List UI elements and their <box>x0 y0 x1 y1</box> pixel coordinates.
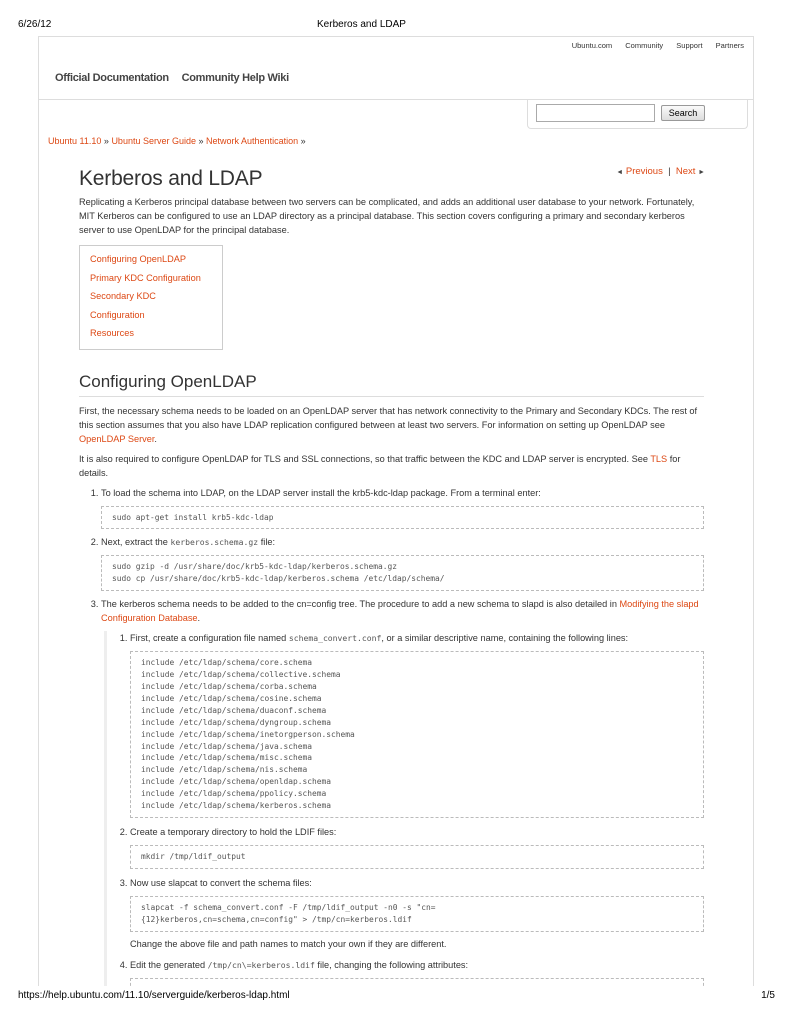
search-box <box>527 99 748 129</box>
section-paragraph <box>79 452 704 480</box>
table-of-contents <box>79 245 223 350</box>
note-text: Change the above file and path names to match your own if they are different. <box>130 938 447 949</box>
toc-configuring-openldap[interactable]: Configuring OpenLDAP <box>90 254 187 264</box>
previous-link[interactable]: Previous <box>625 166 663 177</box>
main-content <box>79 155 704 986</box>
paragraph-text: for details. <box>79 453 681 478</box>
breadcrumb-ubuntu-11-10[interactable]: Ubuntu 11.10 <box>48 136 102 146</box>
substeps <box>115 631 704 986</box>
step-text: Next, extract the <box>101 537 171 548</box>
next-arrow-icon: ► <box>698 169 705 176</box>
topnav-partners[interactable]: Partners <box>715 41 744 50</box>
code-block: sudo apt-get install krb5-kdc-ldap <box>101 506 704 530</box>
intro-paragraph: Replicating a Kerberos principal database between two servers can be complicated, and adds an additional user database to your network. Fortunately, MIT Kerberos can be configured to use an LDAP directory as a principal database. This section covers configuring a primary and secondary kerberos server to use OpenLDAP for the principal database. <box>79 197 695 235</box>
step-text: , or a similar descriptive name, containing the following lines: <box>381 633 629 644</box>
inline-code: kerberos.schema.gz <box>170 537 259 548</box>
toc-secondary-kdc[interactable]: Secondary KDC Configuration <box>90 291 156 320</box>
substeps-container <box>104 631 704 986</box>
paragraph-text: . <box>154 433 157 444</box>
print-url: https://help.ubuntu.com/11.10/serverguide/kerberos-ldap.html <box>18 990 290 1001</box>
breadcrumb-network-authentication[interactable]: Network Authentication <box>206 136 299 146</box>
procedure-steps <box>79 486 704 987</box>
openldap-server-link[interactable]: OpenLDAP Server <box>79 433 155 444</box>
breadcrumb-separator: » <box>300 136 306 146</box>
code-block: slapcat -f schema_convert.conf -F /tmp/ldif_output -n0 -s "cn= {12}kerberos,cn=schema,cn=config" > /tmp/cn=kerberos.ldif <box>130 896 704 932</box>
step-text: The kerberos schema needs to be added to the cn=config tree. The procedure to add a new schema to slapd is also detailed in <box>101 599 620 610</box>
list-item <box>101 597 704 986</box>
code-block: include /etc/ldap/schema/core.schema include /etc/ldap/schema/collective.schema include /etc/ldap/schema/corba.schema include /etc/ldap/schema/cosine.schema include /etc/ldap/schema/duaconf.schema include /etc/ldap/schema/dyngroup.schema include /etc/ldap/schema/inetorgperson.schema include /etc/ldap/schema/java.schema include /etc/ldap/schema/misc.schema include /etc/ldap/schema/nis.schema include /etc/ldap/schema/openldap.schema include /etc/ldap/schema/ppolicy.schema include /etc/ldap/schema/kerberos.schema <box>130 651 704 818</box>
paragraph-text: It is also required to configure OpenLDAP for TLS and SSL connections, so that traffic between the KDC and LDAP server is encrypted. See <box>79 453 651 464</box>
inline-code: schema_convert.conf <box>288 633 382 644</box>
toc-resources[interactable]: Resources <box>90 328 134 338</box>
list-item <box>130 631 704 818</box>
code-block <box>130 978 704 986</box>
top-nav <box>561 41 744 50</box>
list-item <box>101 486 704 530</box>
list-item <box>130 876 704 951</box>
topnav-support[interactable]: Support <box>676 41 703 50</box>
step-text: Now use slapcat to convert the schema files: <box>130 877 312 888</box>
breadcrumb <box>48 136 306 146</box>
breadcrumb-server-guide[interactable]: Ubuntu Server Guide <box>111 136 196 146</box>
community-help-wiki-link[interactable]: Community Help Wiki <box>181 72 289 84</box>
modifying-slapd-link[interactable]: Modifying the slapd Configuration Database <box>101 599 699 624</box>
previous-arrow-icon: ◄ <box>616 169 624 176</box>
toc-primary-kdc[interactable]: Primary KDC Configuration <box>90 272 201 283</box>
paragraph-text: First, the necessary schema needs to be loaded on an OpenLDAP server that has network connectivity to the Primary and Secondary KDCs. The rest of this section assumes that you also have LDAP replication configured between at least two servers. For information on setting up OpenLDAP see <box>79 405 698 430</box>
topnav-ubuntu-com[interactable]: Ubuntu.com <box>571 41 613 50</box>
step-text: To load the schema into LDAP, on the LDAP server install the krb5-kdc-ldap package. From a terminal enter: <box>101 487 541 498</box>
section-paragraph <box>79 404 704 446</box>
step-text: First, create a configuration file named <box>130 633 289 644</box>
step-text: Edit the generated <box>130 959 208 970</box>
search-button[interactable]: Search <box>661 105 705 121</box>
breadcrumb-separator: » <box>103 136 109 146</box>
step-text: . <box>197 613 201 624</box>
inline-code: /tmp/cn\=kerberos.ldif <box>207 959 315 970</box>
page-title: Kerberos and LDAP <box>79 167 263 190</box>
prev-next-nav <box>616 165 705 180</box>
tls-link[interactable]: TLS <box>650 453 668 464</box>
page-number: 1/5 <box>761 990 775 1001</box>
print-header <box>0 0 791 36</box>
step-text: file, changing the following attributes: <box>314 959 469 970</box>
list-item <box>130 958 704 986</box>
topnav-community[interactable]: Community <box>625 41 664 50</box>
print-title: Kerberos and LDAP <box>317 19 406 30</box>
print-date: 6/26/12 <box>18 19 52 30</box>
next-link[interactable]: Next <box>675 166 696 177</box>
breadcrumb-separator: » <box>198 136 204 146</box>
step-text: file: <box>258 537 276 548</box>
code-block: mkdir /tmp/ldif_output <box>130 845 704 869</box>
doc-links <box>55 72 299 84</box>
search-input[interactable] <box>536 104 655 122</box>
list-item <box>130 825 704 869</box>
official-documentation-link[interactable]: Official Documentation <box>55 72 169 84</box>
list-item <box>101 535 704 591</box>
code-block: sudo gzip -d /usr/share/doc/krb5-kdc-ldap/kerberos.schema.gz sudo cp /usr/share/doc/krb5-kdc-ldap/kerberos.schema /etc/ldap/schema/ <box>101 555 704 591</box>
page-frame <box>38 36 754 986</box>
section-heading: Configuring OpenLDAP <box>79 372 704 397</box>
nav-separator: | <box>668 166 671 177</box>
step-text: Create a temporary directory to hold the LDIF files: <box>130 827 337 837</box>
